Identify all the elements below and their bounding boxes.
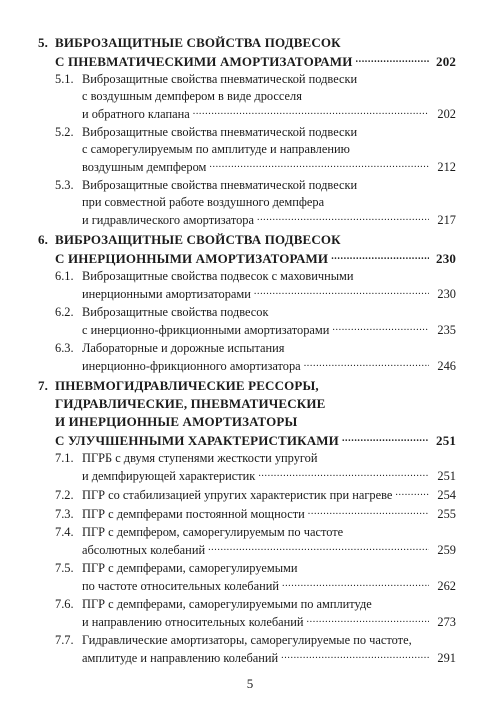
chapter-6-title-line-1[interactable] xyxy=(38,232,456,248)
page-number: 235 xyxy=(437,323,456,338)
section-number: 6.2. xyxy=(55,305,74,319)
chapter-title: С ИНЕРЦИОННЫМИ АМОРТИЗАТОРАМИ xyxy=(55,251,329,266)
section-title: ПГР со стабилизацией упругих характеристик при нагреве xyxy=(82,488,393,503)
dot-leader xyxy=(282,578,429,590)
section-7-6-line-1[interactable] xyxy=(55,597,372,612)
dot-leader xyxy=(193,106,429,118)
chapter-number: 7. xyxy=(38,378,49,393)
section-5-1-line-2 xyxy=(82,89,302,104)
section-7-7-line-2[interactable] xyxy=(82,650,456,666)
section-number: 6.3. xyxy=(55,341,74,355)
dot-leader xyxy=(356,53,430,66)
chapter-title: С УЛУЧШЕННЫМИ ХАРАКТЕРИСТИКАМИ xyxy=(55,433,339,448)
section-6-1-line-1[interactable] xyxy=(55,269,354,284)
chapter-7-title-line-4[interactable] xyxy=(55,432,456,449)
chapter-6-title-line-2[interactable] xyxy=(55,250,456,267)
chapter-title: С ПНЕВМАТИЧЕСКИМИ АМОРТИЗАТОРАМИ xyxy=(55,54,353,69)
dot-leader xyxy=(332,322,429,334)
chapter-title: ГИДРАВЛИЧЕСКИЕ, ПНЕВМАТИЧЕСКИЕ xyxy=(55,396,326,411)
section-5-3-line-1[interactable] xyxy=(55,178,357,193)
section-title: и демпфирующей характеристик xyxy=(82,469,256,484)
page-number: 246 xyxy=(437,359,456,374)
section-7-1-line-2[interactable] xyxy=(82,468,456,484)
section-title: ПГР с демпферами, саморегулируемыми по амплитуде xyxy=(82,597,372,611)
section-7-4-line-2[interactable] xyxy=(82,542,456,558)
chapter-title: ПНЕВМОГИДРАВЛИЧЕСКИЕ РЕССОРЫ, xyxy=(55,378,319,393)
section-title: Гидравлические амортизаторы, саморегулируемые по частоте, xyxy=(82,633,412,647)
section-title: Виброзащитные свойства подвесок xyxy=(82,305,269,319)
section-7-5-line-1[interactable] xyxy=(55,561,298,576)
page-number: 291 xyxy=(437,651,456,666)
section-7-1-line-1[interactable] xyxy=(55,451,318,466)
section-title: инерционными амортизаторами xyxy=(82,287,251,302)
dot-leader xyxy=(258,468,429,480)
section-title: Лабораторные и дорожные испытания xyxy=(82,341,285,355)
dot-leader xyxy=(342,432,429,445)
section-7-5-line-2[interactable] xyxy=(82,578,456,594)
section-7-7-line-1[interactable] xyxy=(55,633,412,648)
page-number: 262 xyxy=(437,579,456,594)
page-number: 230 xyxy=(436,251,456,266)
page-number: 251 xyxy=(436,433,456,448)
page-number: 217 xyxy=(437,213,456,228)
dot-leader xyxy=(331,250,429,263)
page-number: 251 xyxy=(437,469,456,484)
section-title: и обратного клапана xyxy=(82,107,190,122)
section-title: и гидравлического амортизатора xyxy=(82,213,254,228)
chapter-7-title-line-3 xyxy=(55,414,297,430)
page-number: 273 xyxy=(437,615,456,630)
page-number: 254 xyxy=(437,488,456,503)
section-7-2-line-1[interactable] xyxy=(55,487,456,503)
page-number: 202 xyxy=(436,54,456,69)
section-6-1-line-2[interactable] xyxy=(82,286,456,302)
section-6-2-line-2[interactable] xyxy=(82,322,456,338)
chapter-number: 5. xyxy=(38,35,49,50)
section-6-3-line-1[interactable] xyxy=(55,341,285,356)
section-title: с инерционно-фрикционными амортизаторами xyxy=(82,323,330,338)
page-number: 259 xyxy=(437,543,456,558)
section-6-3-line-2[interactable] xyxy=(82,358,456,374)
section-title: Виброзащитные свойства подвесок с маховичными xyxy=(82,269,354,283)
dot-leader xyxy=(308,506,429,518)
section-5-2-line-2 xyxy=(82,142,350,157)
section-5-2-line-3[interactable] xyxy=(82,159,456,175)
dot-leader xyxy=(209,159,429,171)
section-title: с воздушным демпфером в виде дросселя xyxy=(82,89,302,103)
section-title: ПГР с демпфером, саморегулируемым по частоте xyxy=(82,525,344,539)
dot-leader xyxy=(304,358,429,370)
section-title: воздушным демпфером xyxy=(82,160,207,175)
section-number: 7.6. xyxy=(55,597,74,611)
section-number: 7.3. xyxy=(55,507,74,522)
section-title: ПГРБ с двумя ступенями жесткости упругой xyxy=(82,451,318,465)
section-number: 5.1. xyxy=(55,72,74,86)
section-title: Виброзащитные свойства пневматической подвески xyxy=(82,178,358,192)
section-number: 7.2. xyxy=(55,488,74,503)
section-5-2-line-1[interactable] xyxy=(55,125,357,140)
section-5-1-line-1[interactable] xyxy=(55,72,357,87)
page-number: 202 xyxy=(437,107,456,122)
section-title: с саморегулируемым по амплитуде и направлению xyxy=(82,142,350,156)
section-title: и направлению относительных колебаний xyxy=(82,615,304,630)
dot-leader xyxy=(281,650,429,662)
section-7-6-line-2[interactable] xyxy=(82,614,456,630)
chapter-7-title-line-1[interactable] xyxy=(38,378,319,394)
section-5-1-line-3[interactable] xyxy=(82,106,456,122)
section-5-3-line-3[interactable] xyxy=(82,212,456,228)
page-folio: 5 xyxy=(246,676,254,691)
section-title: Виброзащитные свойства пневматической подвески xyxy=(82,72,358,86)
section-title: Виброзащитные свойства пневматической подвески xyxy=(82,125,358,139)
section-5-3-line-2 xyxy=(82,195,324,210)
section-title: ПГР с демпферами, саморегулируемыми xyxy=(82,561,298,575)
section-title: абсолютных колебаний xyxy=(82,543,206,558)
section-title: ПГР с демпферами постоянной мощности xyxy=(82,507,305,522)
section-title: по частоте относительных колебаний xyxy=(82,579,279,594)
chapter-title: ВИБРОЗАЩИТНЫЕ СВОЙСТВА ПОДВЕСОК xyxy=(55,232,341,247)
section-title: инерционно-фрикционного амортизатора xyxy=(82,359,301,374)
section-number: 6.1. xyxy=(55,269,74,283)
chapter-title: ВИБРОЗАЩИТНЫЕ СВОЙСТВА ПОДВЕСОК xyxy=(55,35,341,50)
section-title: при совместной работе воздушного демпфера xyxy=(82,195,325,209)
chapter-7-title-line-2 xyxy=(55,396,325,412)
section-7-3-line-1[interactable] xyxy=(55,506,456,522)
section-title: амплитуде и направлению колебаний xyxy=(82,651,279,666)
dot-leader xyxy=(254,286,429,298)
section-number: 5.3. xyxy=(55,178,74,192)
page-number: 255 xyxy=(437,507,456,522)
chapter-title: И ИНЕРЦИОННЫЕ АМОРТИЗАТОРЫ xyxy=(55,414,298,429)
section-number: 7.1. xyxy=(55,451,74,465)
section-7-4-line-1[interactable] xyxy=(55,525,343,540)
dot-leader xyxy=(395,487,429,499)
section-number: 7.7. xyxy=(55,633,74,647)
chapter-number: 6. xyxy=(38,232,49,247)
dot-leader xyxy=(307,614,429,626)
dot-leader xyxy=(208,542,429,554)
section-number: 5.2. xyxy=(55,125,74,139)
chapter-5-title-line-2[interactable] xyxy=(55,53,456,70)
section-number: 7.4. xyxy=(55,525,74,539)
page-number: 230 xyxy=(437,287,456,302)
section-6-2-line-1[interactable] xyxy=(55,305,269,320)
section-number: 7.5. xyxy=(55,561,74,575)
page-number: 212 xyxy=(437,160,456,175)
dot-leader xyxy=(257,212,429,224)
chapter-5-title-line-1[interactable] xyxy=(38,35,456,51)
